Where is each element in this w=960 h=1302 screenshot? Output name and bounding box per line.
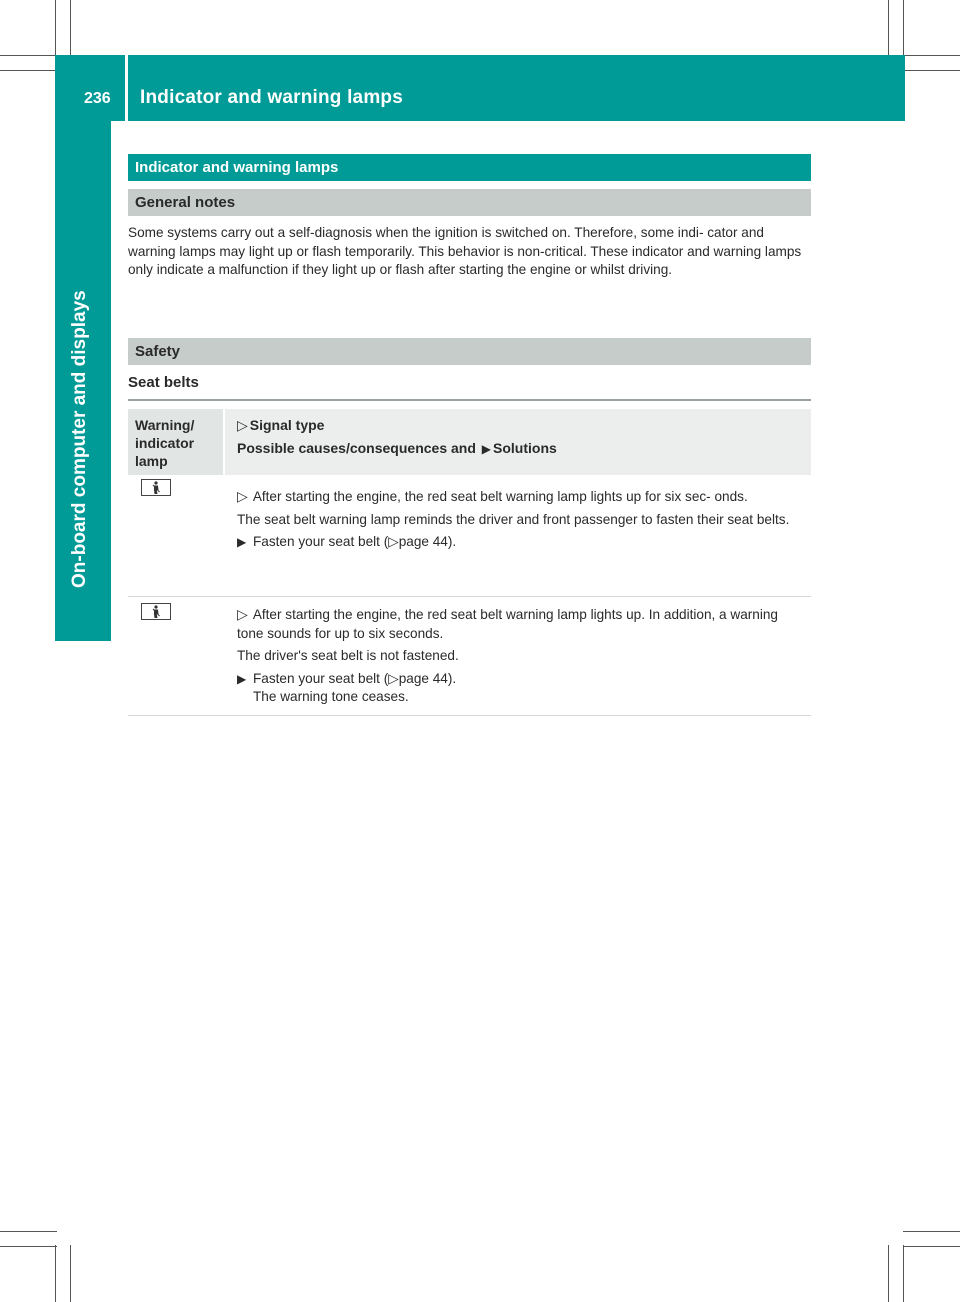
section-rule xyxy=(128,399,811,401)
seat-belts-heading: Seat belts xyxy=(128,374,199,391)
signal-text: After starting the engine, the red seat belt warning lamp lights up. In addition, a warning tone sounds for up to six seconds. xyxy=(237,607,778,641)
action-arrow-icon: ▶ xyxy=(237,671,247,686)
action-arrow-icon: ▶ xyxy=(237,535,247,549)
causes-label: Possible causes/consequences and xyxy=(237,440,476,456)
solutions-icon: ▶ xyxy=(481,442,492,456)
side-tab-label: On-board computer and displays xyxy=(69,290,90,588)
seat-belt-icon-graphic xyxy=(150,481,162,495)
page-number: 236 xyxy=(84,90,111,107)
crop-mark xyxy=(70,1245,71,1302)
crop-mark xyxy=(0,55,57,56)
crop-mark xyxy=(0,1246,57,1247)
general-notes-heading: General notes xyxy=(128,189,811,216)
signal-type-label: Signal type xyxy=(249,417,325,433)
solutions-label: Solutions xyxy=(493,440,557,456)
header-title: Indicator and warning lamps xyxy=(140,87,403,108)
table-row xyxy=(237,605,807,711)
crop-mark xyxy=(0,1231,57,1232)
page-reference-link[interactable]: page 44). xyxy=(398,534,457,549)
page-reference-link[interactable]: page 44). xyxy=(398,670,457,686)
page-ref-icon: ▷ xyxy=(388,670,399,686)
general-notes-text: Some systems carry out a self-diagnosis when the ignition is switched on. Therefore, some indi- cator and warning lamps may light up or flash temporarily. This behavior is non-critical. These indicator and warning lamps only indicate a malfunction if they light up or flash after starting the engine or whilst driving. xyxy=(128,225,802,277)
table-header-lamp xyxy=(128,409,223,475)
step-text: Fasten your seat belt ( xyxy=(253,534,389,549)
crop-mark xyxy=(888,1245,889,1302)
crop-mark xyxy=(903,1231,960,1232)
signal-type-icon: ▷ xyxy=(237,488,248,504)
crop-mark xyxy=(0,70,57,71)
table-bottom-rule xyxy=(128,715,811,716)
header-lamp-line: indicator xyxy=(135,435,195,451)
seat-belt-icon-graphic xyxy=(150,605,162,619)
crop-mark xyxy=(55,1245,56,1302)
header-lamp-line: Warning/ xyxy=(135,417,195,433)
crop-mark xyxy=(70,0,71,57)
table-header-main xyxy=(225,409,811,475)
header-separator xyxy=(125,55,128,121)
consequence-text: The seat belt warning lamp reminds the driver and front passenger to fasten their seat belts. xyxy=(237,511,790,527)
section-title: Indicator and warning lamps xyxy=(128,154,811,181)
row-divider xyxy=(128,596,811,597)
crop-mark xyxy=(888,0,889,57)
table-row xyxy=(237,487,807,556)
signal-type-icon: ▷ xyxy=(237,417,248,433)
safety-heading: Safety xyxy=(128,338,811,365)
page-ref-icon: ▷ xyxy=(388,534,399,549)
crop-mark xyxy=(55,0,56,57)
signal-type-icon: ▷ xyxy=(237,606,248,622)
header-lamp-line: lamp xyxy=(135,453,168,469)
seat-belt-icon xyxy=(141,479,171,496)
step-text: Fasten your seat belt ( xyxy=(253,670,389,686)
seat-belt-icon xyxy=(141,603,171,620)
crop-mark xyxy=(903,70,960,71)
consequence-text: The driver's seat belt is not fastened. xyxy=(237,648,459,663)
signal-text: After starting the engine, the red seat belt warning lamp lights up for six sec- onds. xyxy=(252,489,748,504)
crop-mark xyxy=(903,1245,904,1302)
crop-mark xyxy=(903,55,960,56)
crop-mark xyxy=(903,0,904,57)
result-text: The warning tone ceases. xyxy=(253,689,409,704)
crop-mark xyxy=(903,1246,960,1247)
